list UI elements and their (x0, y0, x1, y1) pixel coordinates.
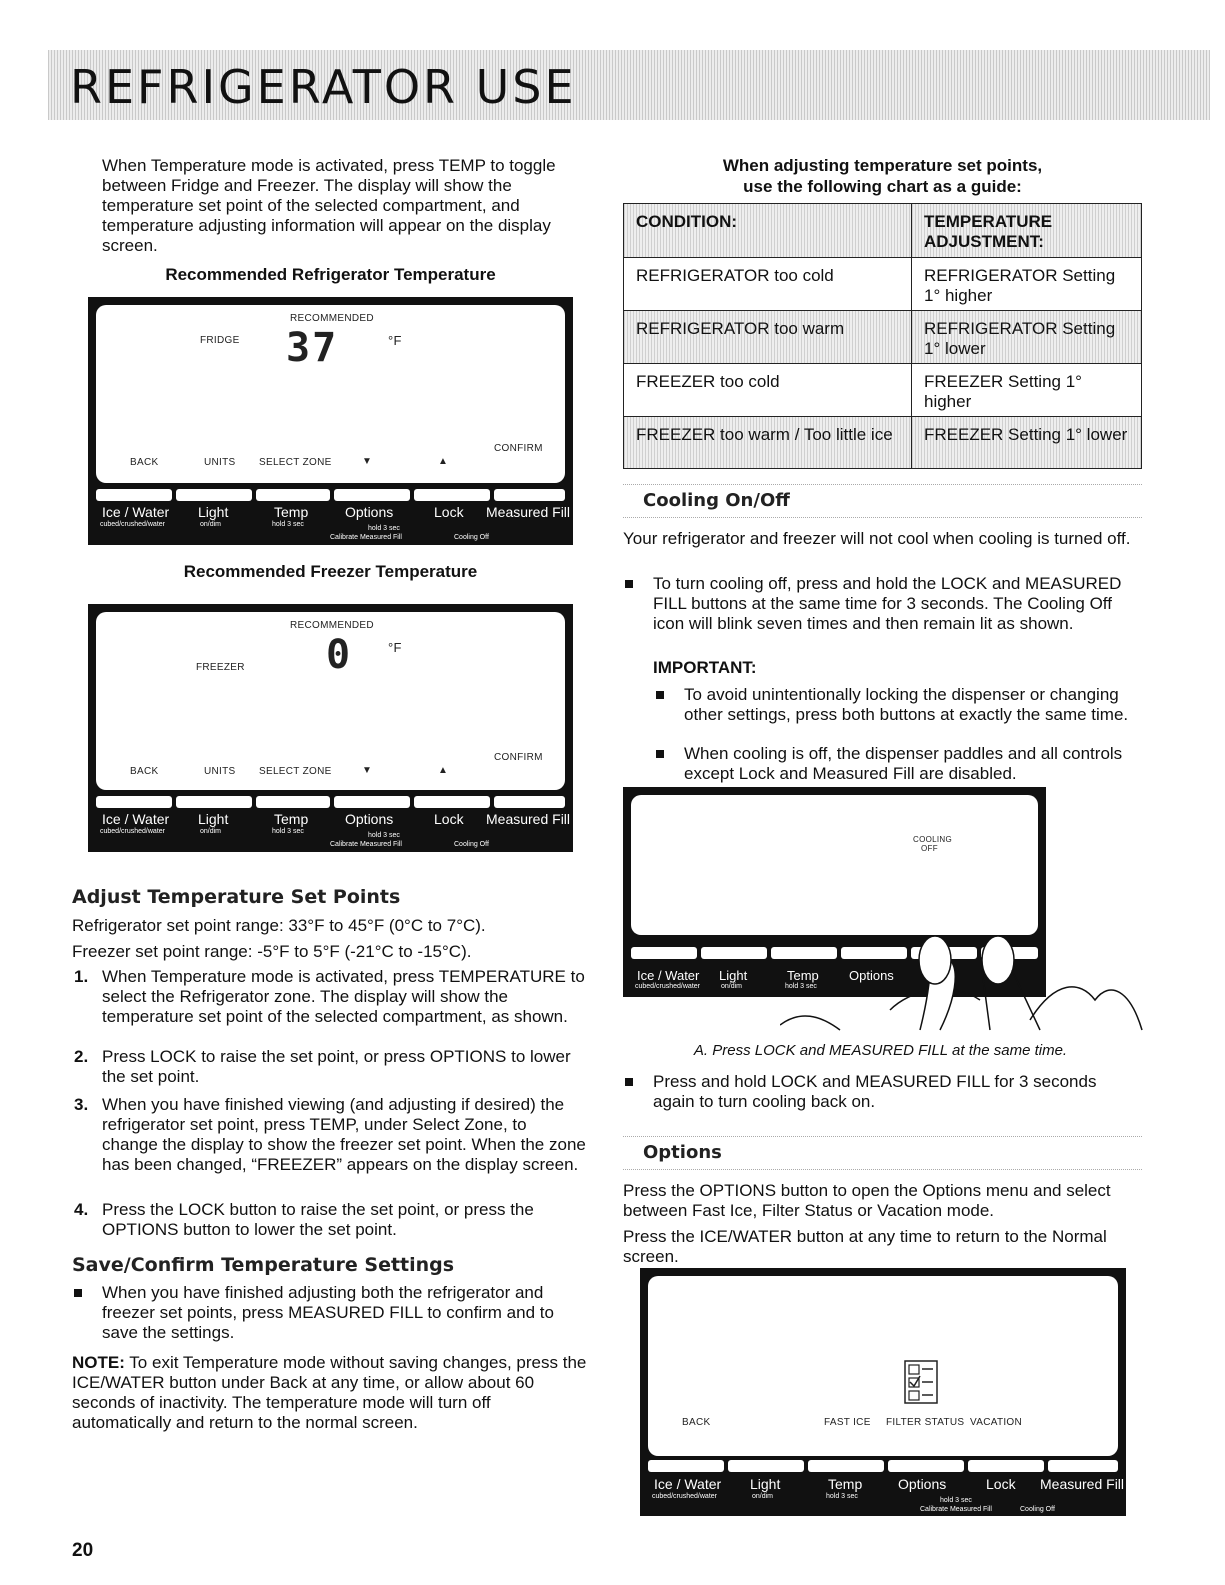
hold-label: hold 3 sec (368, 832, 400, 839)
display-screen (631, 795, 1038, 935)
unit-label: °F (388, 640, 402, 655)
adjust-heading: Adjust Temperature Set Points (72, 886, 401, 908)
freezer-temp-heading: Recommended Freezer Temperature (183, 562, 478, 581)
cooling-label: COOLING (913, 835, 952, 844)
hand-press-illustration (780, 930, 1150, 1040)
calibrate-label: Calibrate Measured Fill (920, 1506, 992, 1513)
note-text: To exit Temperature mode without saving changes, press the ICE/WATER button under Back at any time, or allow about 60 seconds of inactivity. The temperature mode will turn off automatically and return to the normal screen. (72, 1353, 587, 1432)
options-heading: Options (643, 1142, 722, 1163)
display-screen (648, 1276, 1118, 1456)
list-item (72, 967, 587, 1047)
save-bullet-text: When you have finished adjusting both the refrigerator and freezer set points, press MEASURED FILL to confirm and to save the settings. (102, 1283, 554, 1342)
list-item (72, 1200, 587, 1244)
filter-status-label: FILTER STATUS (886, 1417, 965, 1428)
page-number: 20 (72, 1540, 94, 1561)
units-label: UNITS (204, 766, 236, 777)
table-cell: FREEZER too warm / Too little ice (624, 417, 912, 469)
units-label: UNITS (204, 457, 236, 468)
ice-water-button[interactable]: Ice / Water (637, 968, 700, 983)
select-zone-label: SELECT ZONE (259, 766, 332, 777)
page-title: REFRIGERATOR USE (70, 60, 577, 114)
step-number: 2. (74, 1047, 89, 1066)
important-label: IMPORTANT: (653, 658, 757, 677)
temp-sub: hold 3 sec (272, 521, 304, 528)
bullet-icon (625, 580, 633, 588)
list-item (72, 1095, 587, 1200)
back-label: BACK (130, 457, 159, 468)
fast-ice-label: FAST ICE (824, 1417, 871, 1428)
table-header-row (624, 204, 1142, 258)
table-row (624, 311, 1142, 364)
back-label: BACK (682, 1417, 711, 1428)
confirm-label: CONFIRM (494, 752, 543, 763)
bullet-icon (74, 1289, 82, 1297)
button-strip (648, 1460, 1118, 1472)
ice-water-button[interactable]: Ice / Water (102, 504, 170, 520)
bullet-icon (625, 1078, 633, 1086)
step-text: Press LOCK to raise the set point, or press OPTIONS to lower the set point. (102, 1047, 571, 1086)
temp-button[interactable]: Temp (274, 811, 309, 827)
cooling-off-label: Cooling Off (1020, 1506, 1055, 1513)
off-label: OFF (921, 844, 938, 853)
lock-button[interactable]: Lock (986, 1476, 1016, 1492)
cooling-on-bullet: Press and hold LOCK and MEASURED FILL for 3 seconds again to turn cooling back on. (653, 1072, 1097, 1111)
light-button[interactable]: Light (198, 504, 229, 520)
important-2: When cooling is off, the dispenser paddles and all controls except Lock and Measured Fill are disabled. (684, 744, 1123, 783)
recommended-label: RECOMMENDED (290, 620, 374, 631)
light-button[interactable]: Light (198, 811, 229, 827)
light-sub: on/dim (721, 983, 743, 990)
lock-button[interactable]: Lock (434, 811, 464, 827)
figure-caption: A. Press LOCK and MEASURED FILL at the same time. (693, 1042, 1068, 1059)
button-strip (96, 489, 565, 501)
fridge-display-panel (88, 297, 573, 545)
options-button[interactable]: Options (898, 1476, 947, 1492)
important-1: To avoid unintentionally locking the dispenser or changing other settings, press both buttons at exactly the same time. (684, 685, 1129, 724)
bullet-icon (656, 691, 664, 699)
cooling-off-label: Cooling Off (454, 841, 489, 848)
list-item (72, 1047, 587, 1095)
measured-fill-button[interactable]: Measured Fill (1040, 1476, 1125, 1492)
hold-label: hold 3 sec (368, 525, 400, 532)
column-header: CONDITION: (624, 204, 912, 258)
cooling-heading: Cooling On/Off (643, 490, 790, 511)
temp-sub: hold 3 sec (272, 828, 304, 835)
temp-sub: hold 3 sec (785, 983, 817, 990)
freezer-range-text: Freezer set point range: -5°F to 5°F (-21°C to -15°C). (72, 942, 472, 961)
column-header: TEMPERATURE ADJUSTMENT: (912, 204, 1142, 258)
unit-label: °F (388, 333, 402, 348)
step-number: 4. (74, 1200, 89, 1219)
cooling-bullet: To turn cooling off, press and hold the LOCK and MEASURED FILL buttons at the same time for 3 seconds. The Cooling Off icon will blink seven times and then remain lit as shown. (653, 574, 1122, 633)
table-row (624, 258, 1142, 311)
options-button[interactable]: Options (849, 968, 894, 983)
step-number: 1. (74, 967, 89, 986)
ice-water-sub: cubed/crushed/water (100, 828, 165, 835)
step-text: When you have finished viewing (and adjusting if desired) the refrigerator set point, press TEMP, under Select Zone, to change the display to show the freezer set point. When the zone has been changed, “FREEZER” appears on the display screen. (102, 1095, 586, 1174)
options-p2: Press the ICE/WATER button at any time to return to the Normal screen. (623, 1227, 1107, 1266)
table-row (624, 364, 1142, 417)
up-arrow-icon: ▲ (438, 765, 449, 776)
temp-button[interactable]: Temp (828, 1476, 863, 1492)
vacation-label: VACATION (970, 1417, 1023, 1428)
options-menu-icon (904, 1360, 938, 1404)
steps-list (72, 967, 587, 1244)
up-arrow-icon: ▲ (438, 456, 449, 467)
light-button[interactable]: Light (750, 1476, 781, 1492)
light-sub: on/dim (752, 1493, 774, 1500)
table-cell: REFRIGERATOR too warm (624, 311, 912, 364)
step-text: Press the LOCK button to raise the set point, or press the OPTIONS button to lower the set point. (102, 1200, 534, 1239)
select-zone-label: SELECT ZONE (259, 457, 332, 468)
note-label: NOTE: (72, 1353, 125, 1372)
guide-heading-2: use the following chart as a guide: (743, 177, 1022, 196)
light-sub: on/dim (200, 828, 222, 835)
step-text: When Temperature mode is activated, press TEMPERATURE to select the Refrigerator zone. The display will show the temperature set point of the selected compartment, as shown. (102, 967, 585, 1026)
step-number: 3. (74, 1095, 89, 1114)
calibrate-label: Calibrate Measured Fill (330, 841, 402, 848)
light-sub: on/dim (200, 521, 222, 528)
save-heading: Save/Confirm Temperature Settings (72, 1254, 455, 1276)
display-screen (96, 612, 565, 790)
table-cell: FREEZER Setting 1° higher (912, 364, 1142, 417)
zone-label: FRIDGE (200, 335, 240, 346)
intro-text: When Temperature mode is activated, press TEMP to toggle between Fridge and Freezer. The display will show the temperature set point of the selected compartment, and temperature adjusting information will appear on the display screen. (102, 156, 556, 255)
temperature-guide-table (623, 203, 1142, 469)
table-cell: REFRIGERATOR Setting 1° higher (912, 258, 1142, 311)
table-cell: FREEZER too cold (624, 364, 912, 417)
measured-fill-button[interactable]: Measured Fill (486, 504, 571, 520)
temp-digits: 37 (286, 325, 339, 371)
down-arrow-icon: ▼ (362, 765, 373, 776)
fridge-range-text: Refrigerator set point range: 33°F to 45°F (0°C to 7°C). (72, 916, 486, 935)
options-display-panel (640, 1268, 1126, 1516)
table-cell: REFRIGERATOR too cold (624, 258, 912, 311)
cooling-off-label: Cooling Off (454, 534, 489, 541)
ice-water-button[interactable]: Ice / Water (654, 1476, 722, 1492)
ice-water-sub: cubed/crushed/water (652, 1493, 717, 1500)
cooling-intro: Your refrigerator and freezer will not cool when cooling is turned off. (623, 529, 1131, 548)
ice-water-sub: cubed/crushed/water (100, 521, 165, 528)
ice-water-button[interactable]: Ice / Water (102, 811, 170, 827)
temp-button[interactable]: Temp (274, 504, 309, 520)
measured-fill-button[interactable]: Measured Fill (486, 811, 571, 827)
light-button[interactable]: Light (719, 968, 748, 983)
options-p1: Press the OPTIONS button to open the Options menu and select between Fast Ice, Filter Status or Vacation mode. (623, 1181, 1111, 1220)
table-row (624, 417, 1142, 469)
display-screen (96, 305, 565, 483)
button-strip (96, 796, 565, 808)
temp-sub: hold 3 sec (826, 1493, 858, 1500)
lock-button[interactable]: Lock (434, 504, 464, 520)
hold-label: hold 3 sec (940, 1497, 972, 1504)
note-paragraph (72, 1353, 587, 1433)
fridge-temp-heading: Recommended Refrigerator Temperature (165, 265, 496, 284)
back-label: BACK (130, 766, 159, 777)
table-cell: FREEZER Setting 1° lower (912, 417, 1142, 469)
ice-water-sub: cubed/crushed/water (635, 983, 700, 990)
confirm-label: CONFIRM (494, 443, 543, 454)
options-button[interactable]: Options (345, 811, 394, 827)
freezer-display-panel (88, 604, 573, 852)
recommended-label: RECOMMENDED (290, 313, 374, 324)
guide-heading-1: When adjusting temperature set points, (722, 156, 1043, 175)
calibrate-label: Calibrate Measured Fill (330, 534, 402, 541)
temp-button[interactable]: Temp (787, 968, 819, 983)
table-cell: REFRIGERATOR Setting 1° lower (912, 311, 1142, 364)
temp-digits: 0 (326, 632, 353, 678)
zone-label: FREEZER (196, 662, 245, 673)
down-arrow-icon: ▼ (362, 456, 373, 467)
options-button[interactable]: Options (345, 504, 394, 520)
bullet-icon (656, 750, 664, 758)
